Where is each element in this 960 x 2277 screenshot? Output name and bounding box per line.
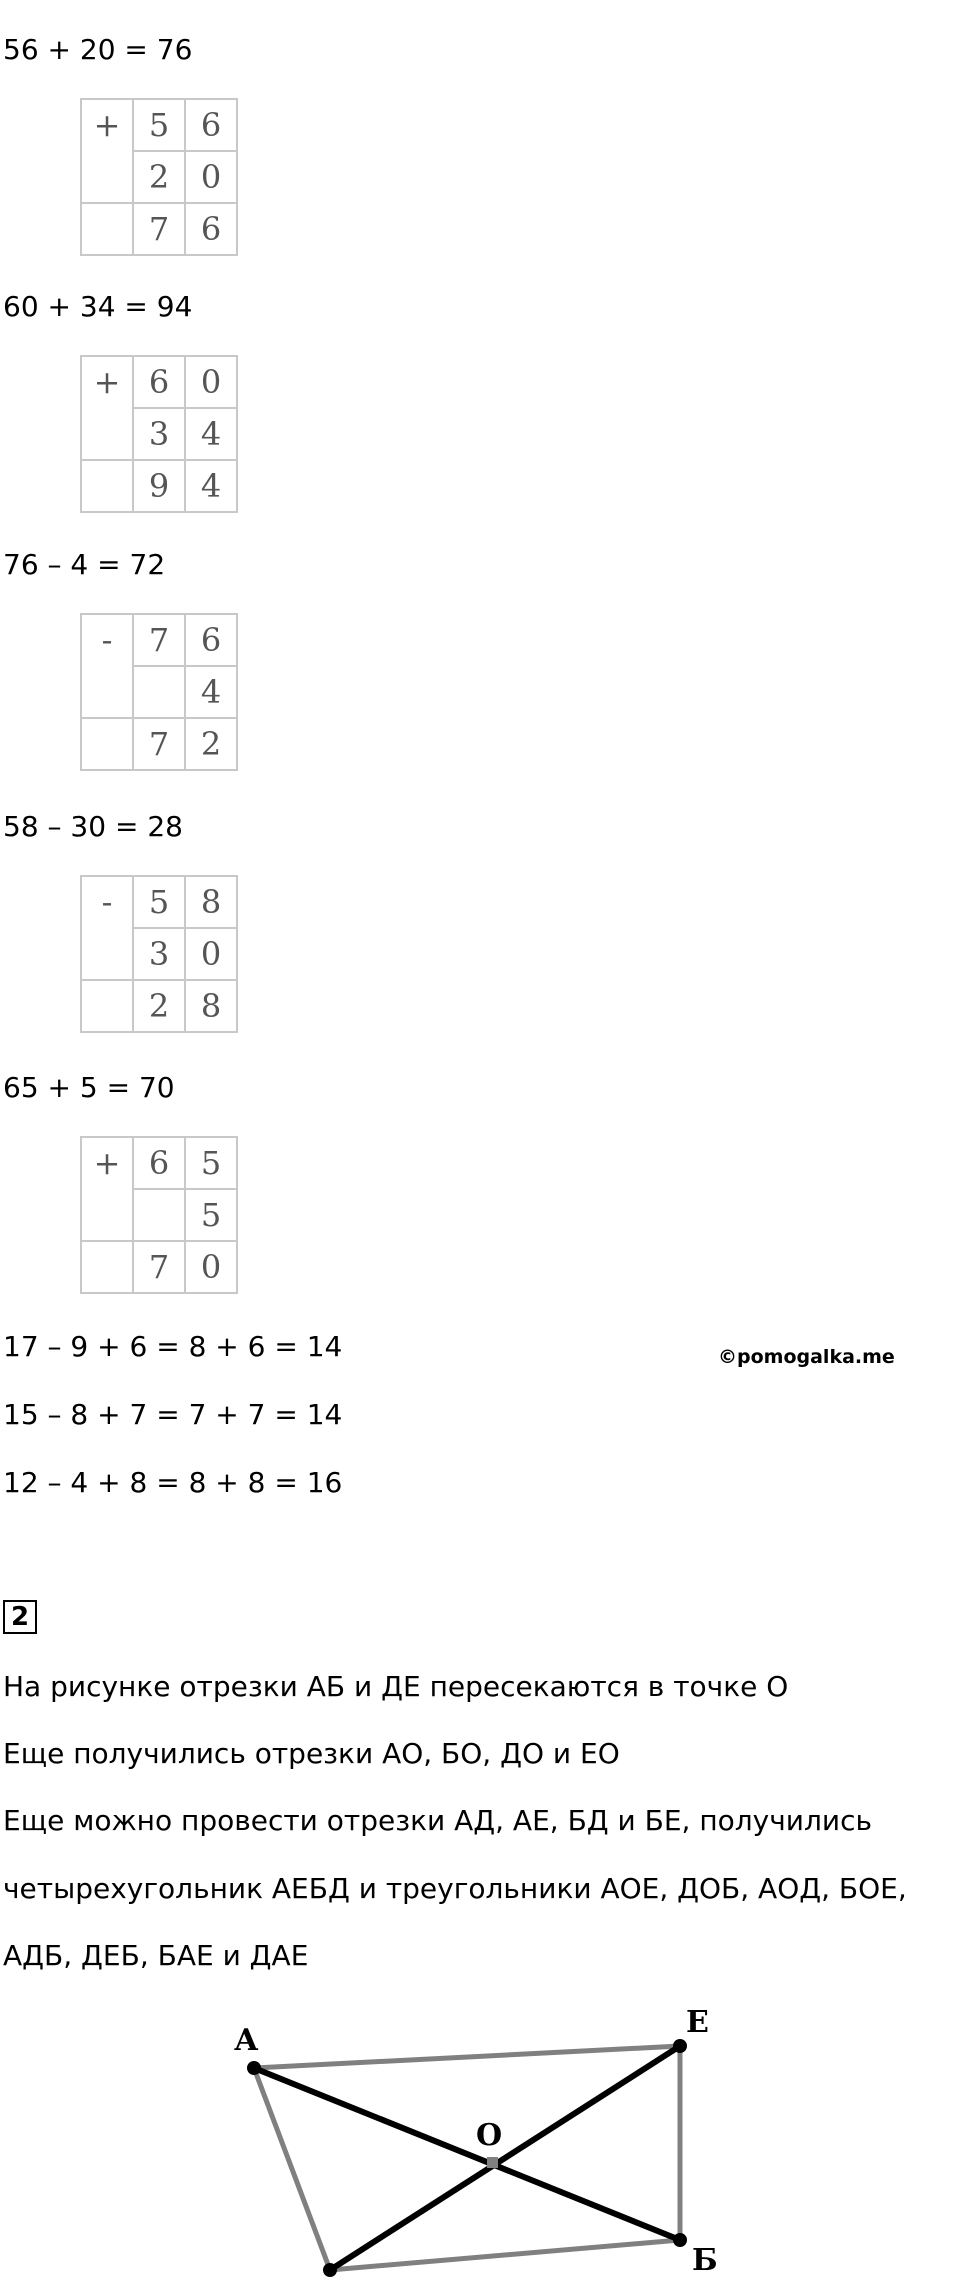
digit-cell: 2 <box>133 151 185 203</box>
label-E: Е <box>686 2005 709 2040</box>
task-text-line-2: Еще получились отрезки АО, БО, ДО и ЕО <box>3 1737 620 1770</box>
digit-cell: 5 <box>133 99 185 151</box>
result-digit: 0 <box>185 1241 237 1293</box>
result-digit: 2 <box>185 718 237 770</box>
expression-1: 17 – 9 + 6 = 8 + 6 = 14 <box>3 1330 343 1363</box>
result-digit: 8 <box>185 980 237 1032</box>
segment-BD <box>330 2240 680 2270</box>
result-digit: 6 <box>185 203 237 255</box>
segment-DA <box>254 2068 330 2270</box>
segment-AB <box>254 2068 680 2240</box>
digit-cell: 0 <box>185 928 237 980</box>
equation-3: 76 – 4 = 72 <box>3 548 166 581</box>
label-A: А <box>234 2023 259 2058</box>
task-number: 2 <box>3 1600 37 1634</box>
digit-cell: 3 <box>133 928 185 980</box>
point-B <box>673 2233 687 2247</box>
point-D <box>323 2263 337 2277</box>
watermark: ©pomogalka.me <box>718 1346 895 1368</box>
sign-cell: + <box>81 1137 133 1189</box>
segment-DE <box>330 2046 680 2270</box>
equation-4: 58 – 30 = 28 <box>3 810 183 843</box>
equation-5: 65 + 5 = 70 <box>3 1071 175 1104</box>
digit-cell: 0 <box>185 151 237 203</box>
result-digit: 4 <box>185 460 237 512</box>
equation-2: 60 + 34 = 94 <box>3 290 193 323</box>
task-text-line-5: АДБ, ДЕБ, БАЕ и ДАЕ <box>3 1939 309 1972</box>
digit-cell: 5 <box>133 876 185 928</box>
result-digit: 7 <box>133 203 185 255</box>
digit-cell: 4 <box>185 666 237 718</box>
digit-cell: 7 <box>133 614 185 666</box>
task-text-line-3: Еще можно провести отрезки АД, АЕ, БД и БЕ, получились <box>3 1804 872 1837</box>
digit-cell: 6 <box>185 614 237 666</box>
expression-3: 12 – 4 + 8 = 8 + 8 = 16 <box>3 1466 343 1499</box>
task-text-line-1: На рисунке отрезки АБ и ДЕ пересекаются в точке О <box>3 1670 789 1703</box>
label-B: Б <box>692 2243 718 2277</box>
sign-cell: - <box>81 614 133 666</box>
result-digit: 7 <box>133 1241 185 1293</box>
point-A <box>247 2061 261 2075</box>
equation-1: 56 + 20 = 76 <box>3 33 193 66</box>
segment-AE <box>254 2046 680 2068</box>
point-E <box>673 2039 687 2053</box>
digit-cell: 3 <box>133 408 185 460</box>
label-O: О <box>476 2118 503 2153</box>
digit-cell: 6 <box>133 1137 185 1189</box>
task-text-line-4: четырехугольник АЕБД и треугольники АОЕ, ДОБ, АОД, БОЕ, <box>3 1872 907 1905</box>
digit-cell: 6 <box>133 356 185 408</box>
digit-cell: 6 <box>185 99 237 151</box>
expression-2: 15 – 8 + 7 = 7 + 7 = 14 <box>3 1398 343 1431</box>
sign-cell: + <box>81 99 133 151</box>
result-digit: 7 <box>133 718 185 770</box>
digit-cell: 8 <box>185 876 237 928</box>
result-digit: 2 <box>133 980 185 1032</box>
digit-cell: 4 <box>185 408 237 460</box>
sign-cell: + <box>81 356 133 408</box>
digit-cell: 5 <box>185 1137 237 1189</box>
digit-cell: 5 <box>185 1189 237 1241</box>
point-O <box>487 2157 498 2168</box>
result-digit: 9 <box>133 460 185 512</box>
sign-cell: - <box>81 876 133 928</box>
digit-cell: 0 <box>185 356 237 408</box>
